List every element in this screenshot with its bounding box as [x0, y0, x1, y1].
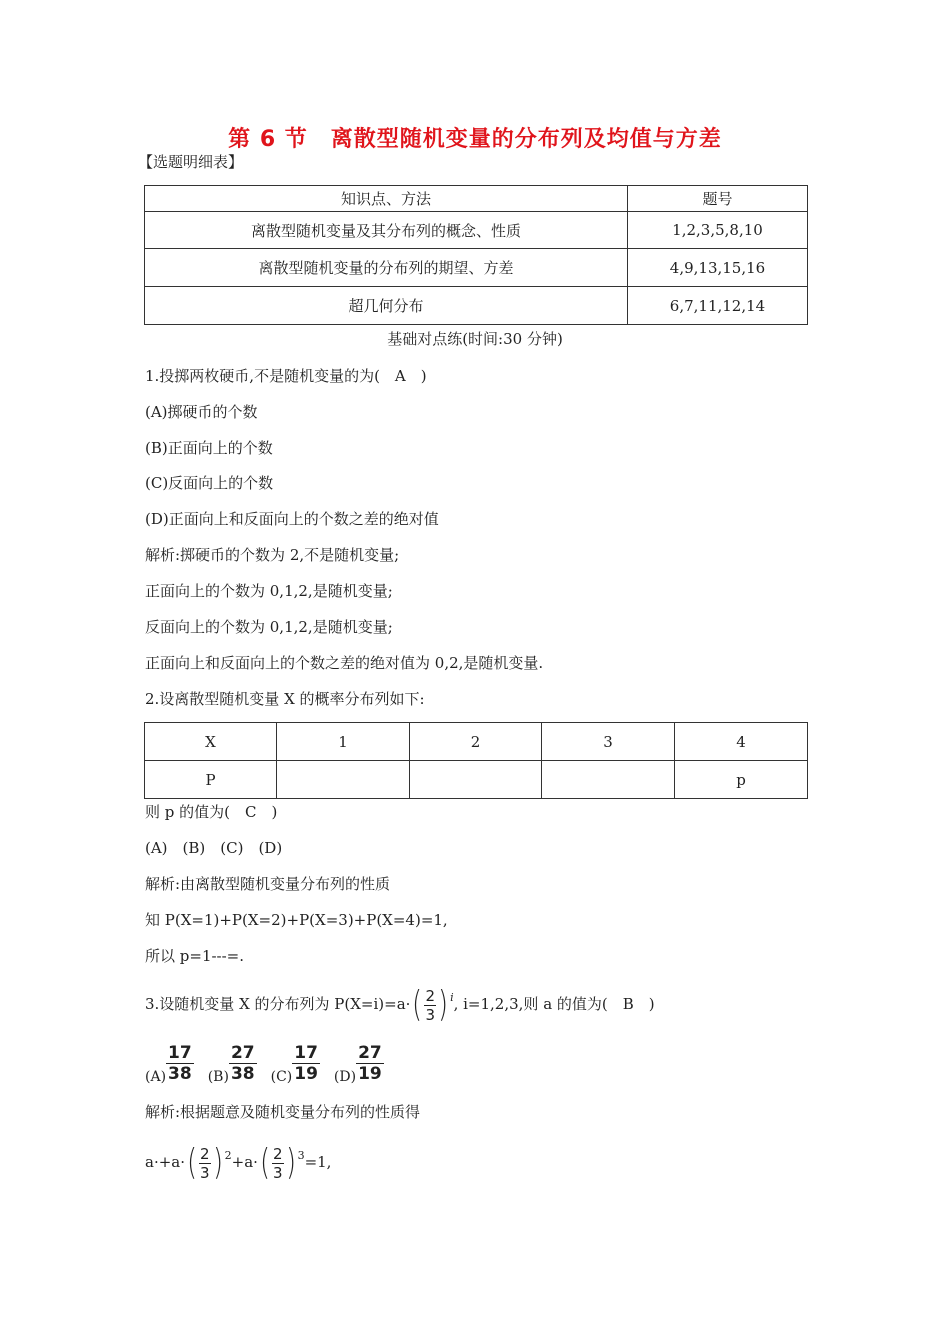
dist-cell: 2	[410, 723, 542, 761]
table-row	[145, 249, 808, 287]
topic-cell: 离散型随机变量的分布列的期望、方差	[145, 249, 628, 287]
q3-option-fraction: $\frac{17}{38}$	[168, 1042, 192, 1084]
q2-options: (A) (B) (C) (D)	[145, 839, 283, 857]
header-nums: 题号	[628, 186, 808, 212]
q3-option-fraction: $\frac{27}{38}$	[230, 1042, 255, 1084]
eq-term: a·+a·	[145, 1153, 185, 1171]
q1-analysis-line: 反面向上的个数为 0,1,2,是随机变量;	[145, 618, 393, 636]
table-caption: 【选题明细表】	[138, 153, 244, 171]
nums-cell: 4,9,13,15,16	[628, 249, 808, 287]
table-row	[145, 761, 808, 799]
q3-analysis-intro: 解析:根据题意及随机变量分布列的性质得	[145, 1103, 421, 1121]
dist-cell: 1	[277, 723, 410, 761]
q2-analysis-line: 解析:由离散型随机变量分布列的性质	[145, 875, 391, 893]
topic-table-header	[145, 186, 808, 212]
q3-option: (A) $\frac{17}{38}$	[145, 1042, 192, 1085]
q3-stem-suffix: , i=1,2,3,则 a 的值为( B )	[453, 995, 655, 1013]
q2-stem: 2.设离散型随机变量 X 的概率分布列如下:	[145, 690, 425, 708]
eq-exponent: 2	[224, 1149, 232, 1162]
q3-option: (C) $\frac{17}{19}$	[270, 1042, 318, 1085]
q3-equation	[145, 1140, 331, 1184]
nums-cell: 6,7,11,12,14	[628, 287, 808, 325]
q1-analysis-line: 正面向上和反面向上的个数之差的绝对值为 0,2,是随机变量.	[145, 654, 544, 672]
q3-option: (B) $\frac{27}{38}$	[207, 1042, 255, 1085]
q3-stem-prefix: 3.设随机变量 X 的分布列为 P(X=i)=a·	[145, 995, 411, 1013]
q1-option-a: (A)掷硬币的个数	[145, 403, 258, 421]
topic-cell: 离散型随机变量及其分布列的概念、性质	[145, 212, 628, 249]
eq-term: +a·	[231, 1153, 258, 1171]
right-paren-icon: )	[285, 1142, 296, 1183]
distribution-table	[144, 722, 808, 799]
dist-cell: 4	[675, 723, 808, 761]
left-paren-icon: (	[412, 984, 423, 1025]
q3-stem-exponent: i	[450, 991, 454, 1004]
q1-stem: 1.投掷两枚硬币,不是随机变量的为( A )	[145, 367, 427, 385]
page-title: 第 6 节 离散型随机变量的分布列及均值与方差	[228, 127, 722, 152]
table-row	[145, 287, 808, 325]
dist-cell: p	[675, 761, 808, 799]
q1-analysis-line: 正面向上的个数为 0,1,2,是随机变量;	[145, 582, 393, 600]
q3-option: (D) $\frac{27}{19}$	[333, 1042, 382, 1085]
eq-term: =1,	[304, 1153, 332, 1171]
nums-cell: 1,2,3,5,8,10	[628, 212, 808, 249]
left-paren-icon: (	[260, 1142, 270, 1183]
q3-option-fraction: $\frac{17}{19}$	[294, 1042, 318, 1084]
dist-cell	[410, 761, 542, 799]
right-paren-icon: )	[438, 984, 448, 1025]
dist-cell: X	[145, 723, 277, 761]
q1-option-d: (D)正面向上和反面向上的个数之差的绝对值	[145, 510, 439, 528]
q1-analysis-line: 解析:掷硬币的个数为 2,不是随机变量;	[145, 546, 400, 564]
table-row	[145, 212, 808, 249]
table-row	[145, 723, 808, 761]
q2-analysis-line: 知 P(X=1)+P(X=2)+P(X=3)+P(X=4)=1,	[145, 911, 448, 929]
q3-stem-fraction: $\frac{2}{3}$	[425, 986, 436, 1024]
q3-options	[145, 1038, 384, 1086]
left-paren-icon: (	[187, 1142, 197, 1183]
eq-exponent: 3	[297, 1149, 305, 1162]
dist-cell	[542, 761, 675, 799]
q2-question: 则 p 的值为( C )	[145, 803, 278, 821]
q3-option-fraction: $\frac{27}{19}$	[358, 1042, 382, 1084]
section-heading: 基础对点练(时间:30 分钟)	[387, 330, 563, 348]
dist-cell: 3	[542, 723, 675, 761]
q1-option-c: (C)反面向上的个数	[145, 474, 274, 492]
q3-stem	[145, 984, 655, 1025]
q1-option-b: (B)正面向上的个数	[145, 439, 273, 457]
eq-fraction: $\frac{2}{3}$	[200, 1144, 210, 1182]
topic-table	[144, 185, 808, 325]
header-topic: 知识点、方法	[145, 186, 628, 212]
topic-cell: 超几何分布	[145, 287, 628, 325]
q2-analysis-line: 所以 p=1---=.	[145, 947, 245, 965]
dist-cell	[277, 761, 410, 799]
dist-cell: P	[145, 761, 277, 799]
right-paren-icon: )	[212, 1142, 223, 1183]
eq-fraction: $\frac{2}{3}$	[272, 1144, 283, 1182]
